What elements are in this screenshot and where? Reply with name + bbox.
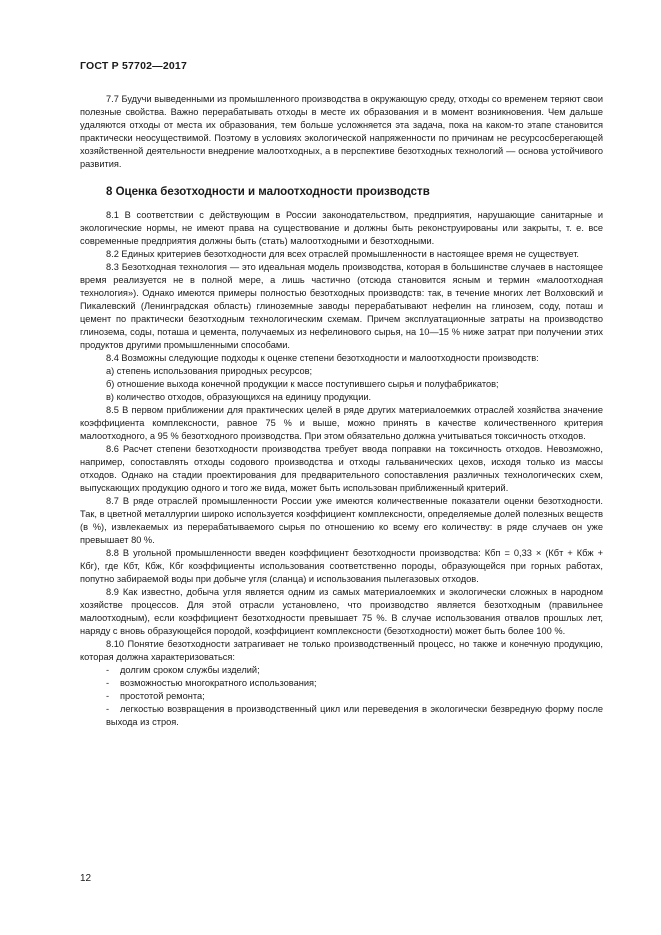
paragraph-8-10: 8.10 Понятие безотходности затрагивает не только производственный процесс, но также и конечную продукцию, которая должна характеризоваться: bbox=[80, 639, 603, 662]
list-item-8-4-c: в) количество отходов, образующихся на единицу продукции. bbox=[106, 392, 372, 402]
list-item-8-10-1 bbox=[80, 664, 603, 677]
list-item-8-10-4 bbox=[80, 703, 603, 729]
section-8-title: 8 Оценка безотходности и малоотходности производств bbox=[106, 186, 430, 198]
paragraph-8-2: 8.2 Единых критериев безотходности для всех отраслей промышленности в настоящее время не существует. bbox=[106, 249, 579, 259]
dash-bullet: - bbox=[106, 691, 110, 701]
paragraph-8-9: 8.9 Как известно, добыча угля является одним из самых материалоемких и экологически сложных в народном хозяйстве процессов. Для этой отрасли установлено, что производство является безотходным (правильнее малоотходным), если коэффициент безотходности превышает 75 %. В случае использования отвалов прошлых лет, наряду с вновь образующейся породой, коэффициент комплексности (безотходности) может быть более 100 %. bbox=[80, 587, 603, 636]
paragraph-8-6: 8.6 Расчет степени безотходности производства требует ввода поправки на токсичность отходов. Невозможно, например, сопоставлять отходы содового производства и отходы гальванических цехов, исходя только из массы отходов. Однако на стадии проектирования для предварительного сопоставления различных технологических схем, выпускающих продукцию одного и того же вида, может быть использован приближенный критерий. bbox=[80, 444, 603, 493]
dash-bullet: - bbox=[106, 678, 110, 688]
standard-header: ГОСТ Р 57702—2017 bbox=[80, 60, 188, 72]
paragraph-7-7: 7.7 Будучи выведенными из промышленного производства в окружающую среду, отходы со временем теряют свои полезные свойства. Важно перерабатывать отходы в месте их образования и в момент возникновения. Чем дальше удаляются отходы от места их образования, тем больше усложняется эта задача, пока на каком-то этапе становится практически неосуществимой. Поэтому в условиях экологической напряженности по причинам не ресурсосберегающей хозяйственной деятельности внедрение малоотходных, а в перспективе безотходных технологий — основа устойчивого развития. bbox=[80, 94, 603, 169]
list-item-text: долгим сроком службы изделий; bbox=[120, 665, 260, 675]
page-number: 12 bbox=[80, 873, 92, 884]
paragraph-8-8: 8.8 В угольной промышленности введен коэффициент безотходности производства: Кбп = 0,33 × (Кбт + Кбж + Кбг), где Кбт, Кбж, Кбг коэффициенты использования соответственно породы, образующейся при горных работах, попутно забираемой воды при добыче угля (сланца) и использования пылегазовых отходов. bbox=[80, 548, 603, 584]
document-body bbox=[80, 93, 603, 729]
list-item-text: возможностью многократного использования; bbox=[120, 678, 317, 688]
paragraph-8-4: 8.4 Возможны следующие подходы к оценке степени безотходности и малоотходности производств: bbox=[106, 353, 539, 363]
paragraph-8-1: 8.1 В соответствии с действующим в России законодательством, предприятия, нарушающие санитарные и экологические нормы, не имеют права на существование и должны быть реконструированы или закрыты, т. е. все современные предприятия должны быть (стать) малоотходными и безотходными. bbox=[80, 210, 603, 246]
paragraph-8-5: 8.5 В первом приближении для практических целей в ряде других материалоемких отраслей хозяйства значение коэффициента комплексности, равное 75 % и выше, можно принять в качестве количественного критерия малоотходного, а 95 % безотходного производства. При этом обязательно должна учитываться токсичность отходов. bbox=[80, 405, 603, 441]
list-item-8-4-b: б) отношение выхода конечной продукции к массе поступившего сырья и полуфабрикатов; bbox=[106, 379, 499, 389]
list-item-8-4-a: а) степень использования природных ресурсов; bbox=[106, 366, 313, 376]
dash-bullet: - bbox=[106, 704, 110, 714]
paragraph-8-7: 8.7 В ряде отраслей промышленности России уже имеются количественные показатели оценки безотходности. Так, в цветной металлургии широко используется коэффициент комплексности, определяемые долей полезных веществ (в %), извлекаемых из перерабатываемого сырья по отношению ко всему его количеству: в ряде случаев он уже превышает 80 %. bbox=[80, 496, 603, 545]
list-item-text: простотой ремонта; bbox=[120, 691, 205, 701]
list-item-text: легкостью возвращения в производственный цикл или переведения в экологически безвредную форму после выхода из строя. bbox=[106, 704, 603, 727]
dash-bullet: - bbox=[106, 665, 110, 675]
list-item-8-10-2 bbox=[80, 677, 603, 690]
paragraph-8-3: 8.3 Безотходная технология — это идеальная модель производства, которая в большинстве случаев в настоящее время реализуется не в полной мере, а лишь частично (отсюда становится ясным и термин «малоотходная технология»). Однако имеются примеры полностью безотходных производств: так, в течение многих лет Волховский и Пикалевский (Ленинградская область) глиноземные заводы перерабатывают нефелин на глинозем, соду, поташ и цемент по практически безотходным технологическим схемам. Причем эксплуатационные затраты на производство глинозема, соды, поташа и цемента, получаемых из нефелинового сырья, на 10—15 % ниже затрат при получении этих продуктов другими промышленными способами. bbox=[80, 262, 603, 350]
list-item-8-10-3 bbox=[80, 690, 603, 703]
